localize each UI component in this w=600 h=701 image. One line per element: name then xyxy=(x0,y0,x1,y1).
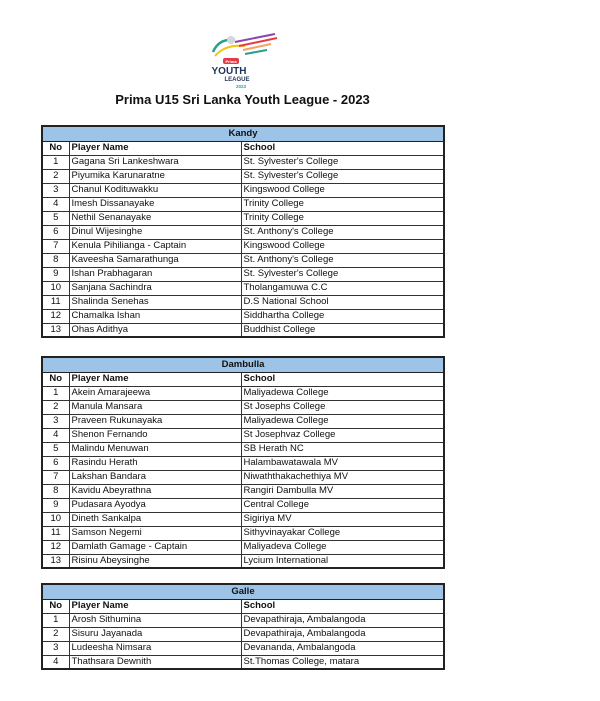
player-name: Risinu Abeysinghe xyxy=(69,554,241,568)
table-row xyxy=(42,295,444,309)
player-number: 7 xyxy=(42,470,69,484)
team-table-galle xyxy=(41,583,445,670)
player-name: Dineth Sankalpa xyxy=(69,512,241,526)
player-name: Piyumika Karunaratne xyxy=(69,169,241,183)
svg-text:LEAGUE: LEAGUE xyxy=(224,77,250,83)
table-row xyxy=(42,484,444,498)
player-name: Kaveesha Samarathunga xyxy=(69,253,241,267)
player-school: Central College xyxy=(241,498,444,512)
player-name: Lakshan Bandara xyxy=(69,470,241,484)
player-number: 4 xyxy=(42,655,69,669)
player-number: 2 xyxy=(42,627,69,641)
player-number: 13 xyxy=(42,554,69,568)
player-school: Sithyvinayakar College xyxy=(241,526,444,540)
column-header-school: School xyxy=(241,141,444,155)
table-row xyxy=(42,281,444,295)
table-row xyxy=(42,526,444,540)
player-school: Sigiriya MV xyxy=(241,512,444,526)
player-number: 8 xyxy=(42,484,69,498)
player-number: 10 xyxy=(42,281,69,295)
column-header-no: No xyxy=(42,372,69,386)
table-row xyxy=(42,470,444,484)
table-row xyxy=(42,400,444,414)
player-name: Chamalka Ishan xyxy=(69,309,241,323)
youth-league-logo xyxy=(205,30,285,92)
player-name: Manula Mansara xyxy=(69,400,241,414)
player-number: 1 xyxy=(42,386,69,400)
player-number: 3 xyxy=(42,183,69,197)
player-number: 1 xyxy=(42,613,69,627)
player-number: 12 xyxy=(42,309,69,323)
player-school: Tholangamuwa C.C xyxy=(241,281,444,295)
player-number: 13 xyxy=(42,323,69,337)
team-table-kandy xyxy=(41,125,445,338)
player-name: Akein Amarajeewa xyxy=(69,386,241,400)
player-name: Shenon Fernando xyxy=(69,428,241,442)
player-school: D.S National School xyxy=(241,295,444,309)
player-number: 9 xyxy=(42,498,69,512)
player-school: St Josephvaz College xyxy=(241,428,444,442)
region-header: Kandy xyxy=(42,126,444,141)
player-name: Sisuru Jayanada xyxy=(69,627,241,641)
player-school: Buddhist College xyxy=(241,323,444,337)
player-number: 5 xyxy=(42,442,69,456)
table-row xyxy=(42,428,444,442)
table-row xyxy=(42,183,444,197)
player-name: Gagana Sri Lankeshwara xyxy=(69,155,241,169)
player-school: St.Thomas College, matara xyxy=(241,655,444,669)
player-school: Siddhartha College xyxy=(241,309,444,323)
player-name: Thathsara Dewnith xyxy=(69,655,241,669)
team-table-dambulla xyxy=(41,356,445,569)
player-school: Devapathiraja, Ambalangoda xyxy=(241,613,444,627)
player-school: Kingswood College xyxy=(241,183,444,197)
column-header-school: School xyxy=(241,599,444,613)
player-school: Lycium International xyxy=(241,554,444,568)
table-row xyxy=(42,613,444,627)
player-school: St. Anthony's College xyxy=(241,253,444,267)
player-name: Samson Negemi xyxy=(69,526,241,540)
player-school: St. Sylvester's College xyxy=(241,155,444,169)
player-number: 6 xyxy=(42,225,69,239)
table-row xyxy=(42,512,444,526)
player-name: Pudasara Ayodya xyxy=(69,498,241,512)
column-header-player-name: Player Name xyxy=(69,372,241,386)
player-name: Sanjana Sachindra xyxy=(69,281,241,295)
player-name: Ishan Prabhagaran xyxy=(69,267,241,281)
player-school: Devananda, Ambalangoda xyxy=(241,641,444,655)
table-row xyxy=(42,225,444,239)
player-school: Halambawatawala MV xyxy=(241,456,444,470)
player-school: Kingswood College xyxy=(241,239,444,253)
player-school: St. Sylvester's College xyxy=(241,169,444,183)
player-name: Ohas Adithya xyxy=(69,323,241,337)
column-header-school: School xyxy=(241,372,444,386)
table-row xyxy=(42,414,444,428)
player-school: St. Anthony's College xyxy=(241,225,444,239)
player-number: 4 xyxy=(42,197,69,211)
player-number: 7 xyxy=(42,239,69,253)
table-row xyxy=(42,197,444,211)
player-name: Rasindu Herath xyxy=(69,456,241,470)
player-name: Praveen Rukunayaka xyxy=(69,414,241,428)
player-name: Kenula Pihilianga - Captain xyxy=(69,239,241,253)
player-name: Chanul Kodituwakku xyxy=(69,183,241,197)
table-row xyxy=(42,641,444,655)
player-school: Devapathiraja, Ambalangoda xyxy=(241,627,444,641)
table-row xyxy=(42,253,444,267)
player-number: 1 xyxy=(42,155,69,169)
table-row xyxy=(42,442,444,456)
player-school: SB Herath NC xyxy=(241,442,444,456)
region-header: Dambulla xyxy=(42,357,444,372)
player-number: 5 xyxy=(42,211,69,225)
player-school: Trinity College xyxy=(241,197,444,211)
player-school: St. Sylvester's College xyxy=(241,267,444,281)
player-name: Damlath Gamage - Captain xyxy=(69,540,241,554)
player-school: Maliyadewa College xyxy=(241,386,444,400)
player-number: 11 xyxy=(42,526,69,540)
player-school: Niwaththakachethiya MV xyxy=(241,470,444,484)
player-name: Malindu Menuwan xyxy=(69,442,241,456)
player-name: Ludeesha Nimsara xyxy=(69,641,241,655)
svg-text:YOUTH: YOUTH xyxy=(211,66,247,77)
column-header-player-name: Player Name xyxy=(69,599,241,613)
player-number: 10 xyxy=(42,512,69,526)
table-row xyxy=(42,627,444,641)
column-header-player-name: Player Name xyxy=(69,141,241,155)
table-row xyxy=(42,655,444,669)
table-row xyxy=(42,169,444,183)
cricket-logo-icon xyxy=(205,30,285,92)
table-row xyxy=(42,540,444,554)
region-header: Galle xyxy=(42,584,444,599)
player-number: 2 xyxy=(42,400,69,414)
svg-text:2023: 2023 xyxy=(235,84,247,89)
table-row xyxy=(42,323,444,337)
player-number: 8 xyxy=(42,253,69,267)
player-number: 3 xyxy=(42,641,69,655)
table-row xyxy=(42,456,444,470)
table-row xyxy=(42,267,444,281)
player-school: St Josephs College xyxy=(241,400,444,414)
player-school: Maliyadewa College xyxy=(241,414,444,428)
player-number: 2 xyxy=(42,169,69,183)
column-header-no: No xyxy=(42,141,69,155)
player-number: 3 xyxy=(42,414,69,428)
table-row xyxy=(42,309,444,323)
page-title: Prima U15 Sri Lanka Youth League - 2023 xyxy=(115,92,370,107)
player-number: 9 xyxy=(42,267,69,281)
player-number: 6 xyxy=(42,456,69,470)
table-row xyxy=(42,155,444,169)
player-name: Imesh Dissanayake xyxy=(69,197,241,211)
player-number: 12 xyxy=(42,540,69,554)
table-row xyxy=(42,554,444,568)
player-name: Shalinda Senehas xyxy=(69,295,241,309)
player-number: 11 xyxy=(42,295,69,309)
table-row xyxy=(42,239,444,253)
player-name: Nethil Senanayake xyxy=(69,211,241,225)
player-number: 4 xyxy=(42,428,69,442)
player-school: Maliyadeva College xyxy=(241,540,444,554)
player-name: Dinul Wijesinghe xyxy=(69,225,241,239)
player-name: Arosh Sithumina xyxy=(69,613,241,627)
table-row xyxy=(42,498,444,512)
player-school: Rangiri Dambulla MV xyxy=(241,484,444,498)
player-school: Trinity College xyxy=(241,211,444,225)
table-row xyxy=(42,211,444,225)
table-row xyxy=(42,386,444,400)
column-header-no: No xyxy=(42,599,69,613)
player-name: Kavidu Abeyrathna xyxy=(69,484,241,498)
svg-text:Prima: Prima xyxy=(225,59,237,64)
